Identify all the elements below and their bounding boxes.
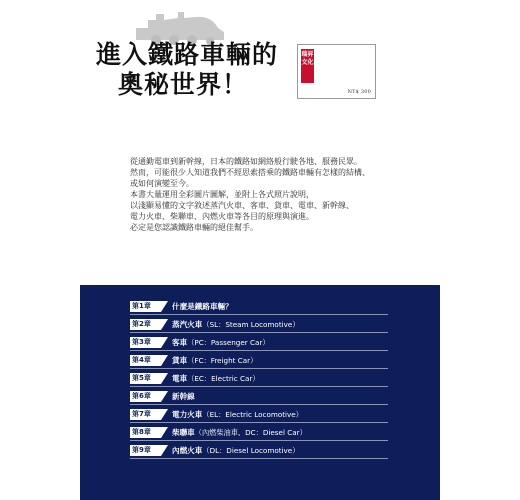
toc-item-chapter-3 xyxy=(130,336,270,349)
toc-divider xyxy=(130,350,388,351)
table-of-contents xyxy=(80,285,440,500)
chapter-badge: 第4章 xyxy=(130,355,161,366)
chapter-title xyxy=(172,373,260,384)
toc-item-chapter-6 xyxy=(130,390,195,403)
chapter-badge: 第7章 xyxy=(130,409,161,420)
chapter-subtitle: （SL：Steam Locomotive） xyxy=(202,320,300,329)
chapter-title-main: 柴聯車 xyxy=(172,428,195,437)
publisher-tag: 瑞昇文化 xyxy=(301,49,314,83)
title-line-1: 進入鐵路車輛的 xyxy=(96,40,279,69)
toc-item-chapter-4 xyxy=(130,354,257,367)
book-title xyxy=(96,40,286,100)
toc-divider xyxy=(130,458,388,459)
chapter-title xyxy=(172,301,233,312)
description-line: 本書大量運用全彩圖片圖解，並附上各式照片說明， xyxy=(130,190,314,199)
chapter-badge: 第2章 xyxy=(130,319,161,330)
chapter-title-main: 電力火車 xyxy=(172,410,203,419)
toc-divider xyxy=(130,368,388,369)
toc-item-chapter-9 xyxy=(130,444,299,457)
toc-item-chapter-7 xyxy=(130,408,303,421)
toc-item-chapter-2 xyxy=(130,318,300,331)
description-line: 以淺顯易懂的文字敘述蒸汽火車、客車、貨車、電車、新幹線、 xyxy=(130,201,354,210)
chapter-badge: 第3章 xyxy=(130,337,161,348)
toc-item-chapter-8 xyxy=(130,426,307,439)
chapter-title-main: 客車 xyxy=(172,338,188,347)
chapter-title xyxy=(172,427,307,438)
toc-divider xyxy=(130,422,388,423)
toc-divider xyxy=(130,440,388,441)
chapter-title-main: 什麼是鐵路車輛？ xyxy=(172,302,233,311)
price-box xyxy=(297,44,376,99)
toc-item-chapter-1 xyxy=(130,300,233,313)
chapter-title xyxy=(172,409,303,420)
title-line-2: 奧秘世界！ xyxy=(118,70,249,99)
description-line: 必定是您認識鐵路車輛的絕佳幫手。 xyxy=(130,223,258,232)
description-line: 或如何演變至今。 xyxy=(130,179,194,188)
description-line: 電力火車、柴聯車、內燃火車等各目的原理與演進。 xyxy=(130,212,314,221)
chapter-subtitle: （DL：Diesel Locomotive） xyxy=(202,446,300,455)
chapter-badge: 第8章 xyxy=(130,427,161,438)
chapter-badge: 第5章 xyxy=(130,373,161,384)
description-line: 然而，可能很少人知道我們不經思索搭乘的鐵路車輛有怎樣的結構、 xyxy=(130,168,370,177)
chapter-title-main: 新幹線 xyxy=(172,392,195,401)
chapter-title xyxy=(172,391,195,402)
chapter-title-main: 蒸汽火車 xyxy=(172,320,203,329)
chapter-subtitle: （FC：Freight Car） xyxy=(187,356,258,365)
chapter-badge: 第6章 xyxy=(130,391,161,402)
chapter-subtitle: （PC：Passenger Car） xyxy=(187,338,270,347)
chapter-title xyxy=(172,355,257,366)
toc-divider xyxy=(130,404,388,405)
chapter-title-main: 電車 xyxy=(172,374,188,383)
chapter-subtitle: （EC：Electric Car） xyxy=(187,374,260,383)
toc-divider xyxy=(130,386,388,387)
chapter-title-main: 貨車 xyxy=(172,356,188,365)
chapter-title xyxy=(172,319,300,330)
chapter-badge: 第1章 xyxy=(130,301,161,312)
chapter-subtitle: （內燃柴油車、DC：Diesel Car） xyxy=(194,428,307,437)
chapter-title-main: 內燃火車 xyxy=(172,446,203,455)
chapter-title xyxy=(172,337,270,348)
price-label: NT$ 300 xyxy=(347,89,371,95)
chapter-subtitle: （EL：Electric Locomotive） xyxy=(202,410,303,419)
toc-item-chapter-5 xyxy=(130,372,260,385)
description-line: 從通勤電車到新幹線，日本的鐵路如網絡般行駛各地、服務民眾。 xyxy=(130,157,362,166)
book-description xyxy=(130,156,410,233)
chapter-badge: 第9章 xyxy=(130,445,161,456)
toc-divider xyxy=(130,332,388,333)
chapter-title xyxy=(172,445,299,456)
toc-divider xyxy=(130,314,388,315)
